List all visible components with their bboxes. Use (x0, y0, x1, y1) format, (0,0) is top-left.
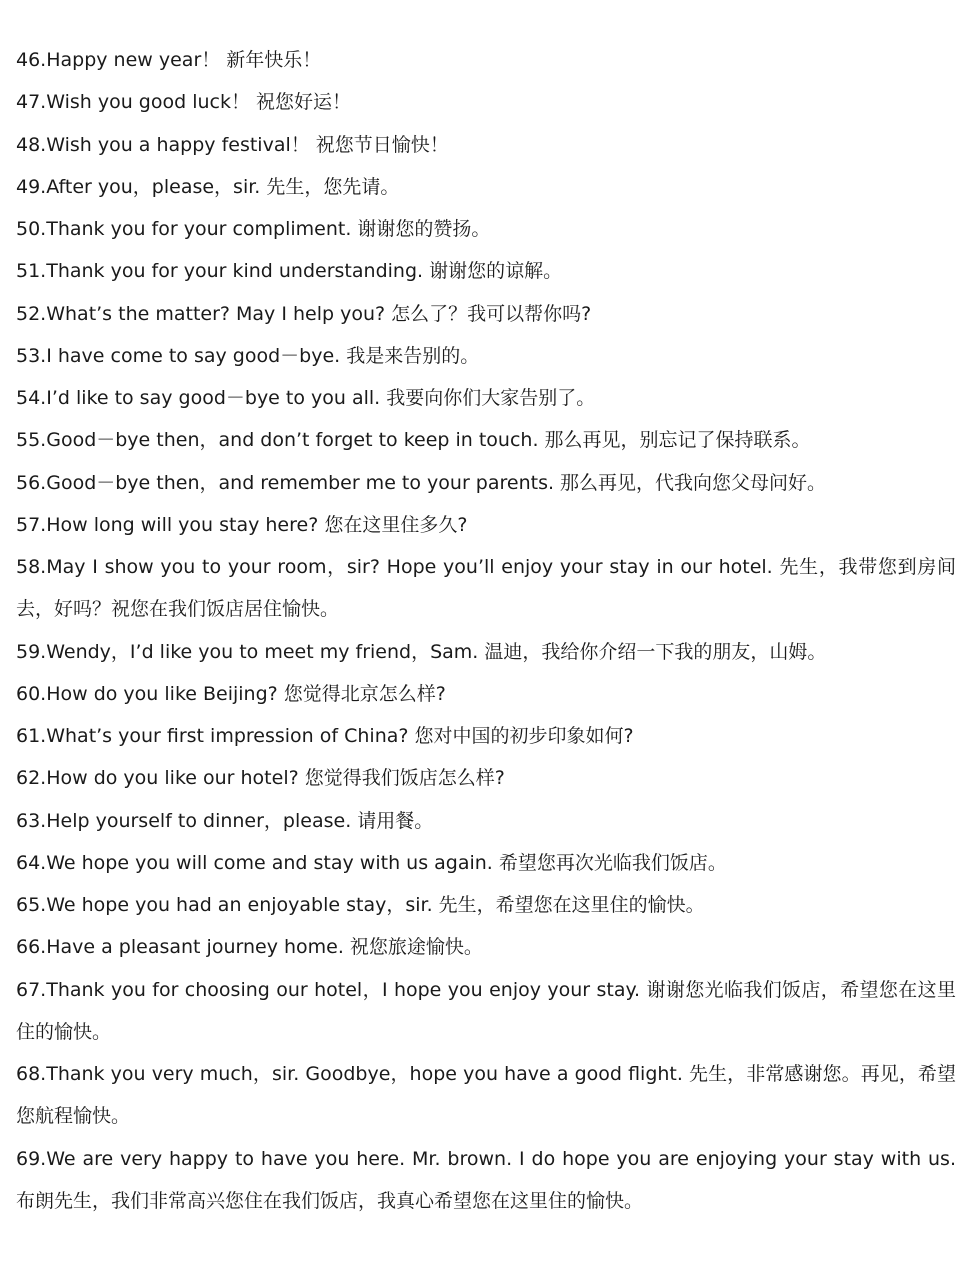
phrase-item-69: 69.We are very happy to have you here. Mr. brown. I do hope you are enjoying your stay with us. 布朗先生，我们非常高兴您住在我们饭店，我真心希望您在这里住的愉快。 (16, 1147, 956, 1212)
phrase-item-57: 57.How long will you stay here? 您在这里住多久? (16, 513, 468, 536)
phrase-item-68: 68.Thank you very much，sir. Goodbye，hope you have a good flight. 先生，非常感谢您。再见，希望您航程愉快。 (16, 1063, 956, 1128)
phrase-item-52: 52.What’s the matter? May I help you? 怎么了？我可以帮你吗? (16, 302, 592, 325)
phrase-item-62: 62.How do you like our hotel? 您觉得我们饭店怎么样? (16, 767, 505, 790)
phrase-item-49: 49.After you，please，sir. 先生，您先请。 (16, 175, 400, 198)
phrase-item-46: 46.Happy new year！ 新年快乐！ (16, 49, 322, 71)
phrase-list (16, 39, 956, 1222)
phrase-item-63: 63.Help yourself to dinner，please. 请用餐。 (16, 809, 434, 832)
phrase-item-47: 47.Wish you good luck！ 祝您好运！ (16, 91, 352, 114)
phrase-item-48: 48.Wish you a happy festival！ 祝您节日愉快！ (16, 133, 449, 156)
phrase-item-58: 58.May I show you to your room，sir? Hope you’ll enjoy your stay in our hotel. 先生，我带您到房间去，好吗？祝您在我们饭店居住愉快。 (16, 556, 956, 621)
phrase-item-64: 64.We hope you will come and stay with us again. 希望您再次光临我们饭店。 (16, 851, 727, 874)
phrase-item-55: 55.Good－bye then，and don’t forget to keep in touch. 那么再见，别忘记了保持联系。 (16, 429, 811, 452)
phrase-item-59: 59.Wendy，I’d like you to meet my friend，Sam. 温迪，我给你介绍一下我的朋友，山姆。 (16, 640, 827, 663)
phrase-item-60: 60.How do you like Beijing? 您觉得北京怎么样? (16, 682, 446, 705)
phrase-item-65: 65.We hope you had an enjoyable stay，sir. 先生，希望您在这里住的愉快。 (16, 894, 705, 916)
phrase-item-50: 50.Thank you for your compliment. 谢谢您的赞扬。 (16, 218, 491, 240)
phrase-item-66: 66.Have a pleasant journey home. 祝您旅途愉快。 (16, 936, 483, 959)
phrase-item-56: 56.Good－bye then，and remember me to your parents. 那么再见，代我向您父母问好。 (16, 471, 827, 494)
phrase-item-67: 67.Thank you for choosing our hotel，I hope you enjoy your stay. 谢谢您光临我们饭店，希望您在这里住的愉快。 (16, 978, 956, 1043)
phrase-item-51: 51.Thank you for your kind understanding. 谢谢您的谅解。 (16, 260, 563, 283)
phrase-item-54: 54.I’d like to say good－bye to you all. 我要向你们大家告别了。 (16, 387, 596, 409)
phrase-item-53: 53.I have come to say good－bye. 我是来告别的。 (16, 344, 480, 367)
phrase-item-61: 61.What’s your first impression of China? 您对中国的初步印象如何? (16, 725, 634, 747)
